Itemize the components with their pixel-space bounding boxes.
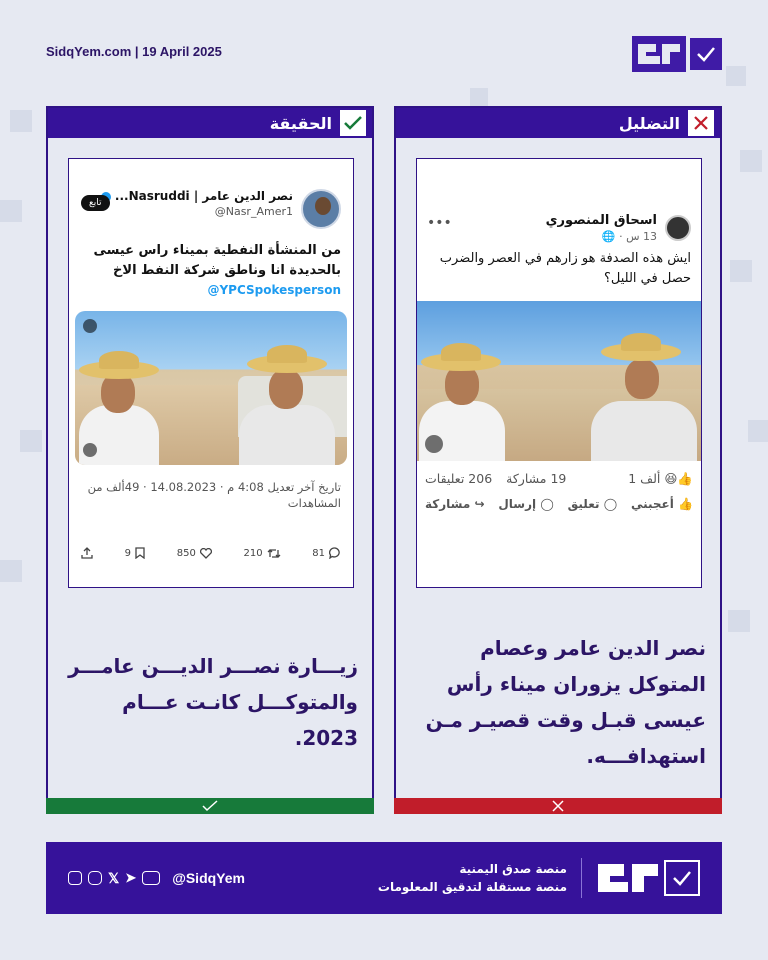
platform-name: منصة صدق اليمنية bbox=[459, 862, 567, 876]
thumbs-up-icon: 👍 bbox=[678, 497, 693, 511]
site-date-label: SidqYem.com | 19 April 2025 bbox=[46, 44, 222, 59]
reply-icon bbox=[329, 547, 341, 559]
tweet-photo[interactable] bbox=[75, 311, 347, 465]
share-icon[interactable] bbox=[81, 547, 93, 559]
follow-button[interactable]: تابع bbox=[81, 195, 110, 211]
tweet-text: من المنشأة النفطية بميناء راس عيسى بالحديدة انا وناطق شركة النفط الاخ bbox=[93, 243, 341, 278]
truth-panel bbox=[46, 106, 374, 814]
tweet-mention-link[interactable]: @YPCSpokesperson bbox=[207, 283, 341, 297]
tweet-handle[interactable]: @Nasr_Amer1 bbox=[214, 205, 293, 218]
logo-wordmark-icon bbox=[632, 36, 686, 72]
like-button[interactable]: 850 bbox=[177, 547, 212, 559]
retweet-icon bbox=[267, 548, 281, 559]
avatar[interactable] bbox=[301, 189, 341, 229]
misleading-caption-area bbox=[410, 608, 706, 796]
misleading-panel-header bbox=[396, 108, 720, 138]
tweet-actions bbox=[81, 547, 341, 559]
post-photo[interactable] bbox=[417, 301, 701, 461]
post-time: 13 س · bbox=[619, 230, 657, 243]
heart-icon bbox=[200, 548, 212, 559]
facebook-icon[interactable] bbox=[68, 871, 82, 885]
bookmark-icon bbox=[135, 547, 145, 559]
platform-tagline: منصة مستقلة لتدقيق المعلومات bbox=[377, 880, 567, 894]
footer-logo bbox=[596, 858, 700, 898]
x-mark-icon bbox=[552, 800, 564, 812]
misleading-panel bbox=[394, 106, 722, 814]
truth-caption-area bbox=[62, 608, 358, 796]
check-icon bbox=[340, 110, 366, 136]
comments-count[interactable]: 206 تعليقات bbox=[425, 471, 493, 486]
misleading-caption: نصر الدين عامر وعصام المتوكل يزوران ميناء رأس عيسى قبـل وقت قصيـر مـن استهدافـــه. bbox=[425, 636, 706, 768]
retweet-button[interactable]: 210 bbox=[243, 547, 280, 559]
post-stats bbox=[417, 461, 701, 487]
share-button[interactable]: مشاركة ↪ bbox=[425, 497, 485, 511]
social-handle[interactable]: @SidqYem bbox=[172, 870, 245, 886]
x-icon[interactable]: 𝕏 bbox=[108, 869, 120, 886]
post-actions bbox=[417, 487, 701, 511]
misleading-panel-footer bbox=[394, 798, 722, 814]
tweet-header bbox=[69, 159, 353, 229]
footer-bar bbox=[46, 842, 722, 914]
social-links bbox=[68, 870, 245, 887]
tweet-display-name[interactable]: نصر الدين عامر | Nasruddi... bbox=[114, 189, 293, 203]
logo-check-icon bbox=[664, 860, 700, 896]
brand-block bbox=[378, 858, 700, 898]
sidqyem-logo bbox=[632, 36, 722, 72]
truth-panel-title: الحقيقة bbox=[269, 113, 332, 133]
logo-wordmark-icon bbox=[596, 858, 660, 898]
reactions[interactable] bbox=[628, 471, 693, 487]
globe-icon: 🌐 bbox=[601, 230, 616, 243]
media-info-icon[interactable] bbox=[83, 319, 97, 333]
bookmark-button[interactable]: 9 bbox=[125, 547, 145, 559]
divider bbox=[581, 858, 582, 898]
reaction-emoji-icon: 😆👍 bbox=[664, 471, 693, 486]
reactions-count: 1 ألف bbox=[628, 471, 661, 486]
truth-panel-footer bbox=[46, 798, 374, 814]
tweet-meta: تاريخ آخر تعديل 4:08 م · 14.08.2023 · 49ألف من المشاهدات bbox=[87, 480, 341, 510]
messenger-icon: ◯ bbox=[540, 497, 554, 511]
more-options-icon[interactable]: ••• bbox=[427, 215, 452, 231]
telegram-icon[interactable]: ➤ bbox=[125, 870, 137, 885]
volume-icon[interactable] bbox=[425, 435, 443, 453]
post-author[interactable]: اسحاق المنصوري bbox=[545, 213, 657, 228]
logo-check-icon bbox=[690, 38, 722, 70]
post-text: ايش هذه الصدفة هو زارهم في العصر والضرب حصل في الليل؟ bbox=[439, 251, 691, 286]
like-button[interactable]: أعجبني 👍 bbox=[630, 497, 693, 511]
comment-icon: ◯ bbox=[603, 497, 618, 511]
mute-icon[interactable] bbox=[83, 443, 97, 457]
facebook-post-card bbox=[416, 158, 702, 588]
truth-panel-header bbox=[48, 108, 372, 138]
truth-caption: زيـــارة نصـــر الديـــن عامـــر والمتوكـــل كانـت عـــام 2023. bbox=[68, 654, 358, 750]
check-icon bbox=[202, 800, 218, 812]
shares-count[interactable]: 19 مشاركة bbox=[506, 471, 567, 486]
x-mark-icon bbox=[688, 110, 714, 136]
misleading-panel-title: التضليل bbox=[618, 113, 680, 133]
comment-button[interactable]: تعليق ◯ bbox=[567, 497, 618, 511]
avatar[interactable] bbox=[665, 215, 691, 241]
instagram-icon[interactable] bbox=[88, 871, 102, 885]
send-button[interactable]: إرسال ◯ bbox=[498, 497, 554, 511]
post-header bbox=[417, 159, 701, 243]
reply-button[interactable]: 81 bbox=[312, 547, 341, 559]
youtube-icon[interactable] bbox=[142, 871, 160, 885]
share-arrow-icon: ↪ bbox=[474, 497, 485, 511]
tweet-card bbox=[68, 158, 354, 588]
